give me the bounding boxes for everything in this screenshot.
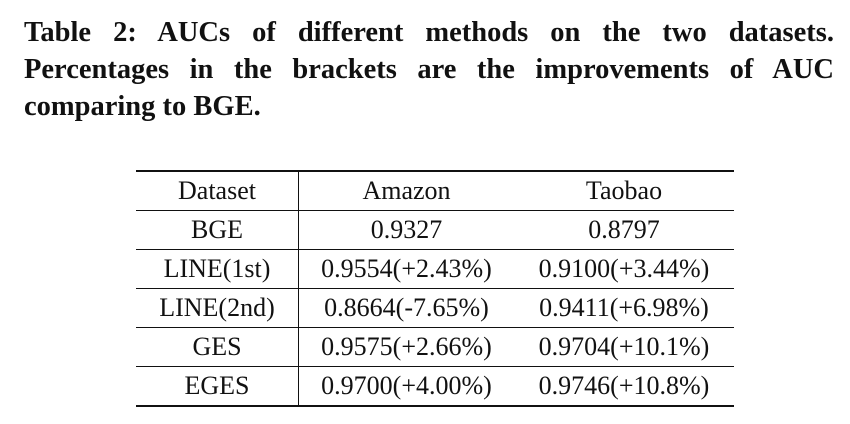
row-amazon-auc: 0.9554(+2.43%): [299, 250, 515, 289]
table-row: [136, 328, 734, 367]
row-taobao-auc: 0.9411(+6.98%): [514, 289, 734, 328]
row-method: BGE: [136, 211, 299, 250]
table-header-row: [136, 171, 734, 211]
row-method: LINE(2nd): [136, 289, 299, 328]
row-amazon-auc: 0.9575(+2.66%): [299, 328, 515, 367]
table-row: [136, 250, 734, 289]
table-row: [136, 211, 734, 250]
table-row: [136, 367, 734, 407]
row-method: GES: [136, 328, 299, 367]
row-amazon-auc: 0.9700(+4.00%): [321, 371, 492, 400]
row-amazon-auc: 0.9327: [299, 211, 515, 250]
auc-table-container: [136, 170, 734, 407]
header-amazon: Amazon: [299, 171, 515, 211]
table-caption: Table 2: AUCs of different methods on the two datasets. Percentages in the brackets are the improvements of AUC comparing to BGE.: [24, 17, 834, 122]
row-method: EGES: [136, 367, 299, 407]
row-taobao-auc: 0.9100(+3.44%): [514, 250, 734, 289]
row-taobao-auc: 0.9746(+10.8%): [538, 371, 710, 400]
row-taobao-auc: 0.8797: [514, 211, 734, 250]
header-taobao: Taobao: [514, 171, 734, 211]
row-method: LINE(1st): [136, 250, 299, 289]
row-amazon-auc: 0.8664(-7.65%): [299, 289, 515, 328]
row-taobao-auc: 0.9704(+10.1%): [514, 328, 734, 367]
header-dataset: Dataset: [136, 171, 299, 211]
auc-table: [136, 170, 734, 407]
table-row: [136, 289, 734, 328]
